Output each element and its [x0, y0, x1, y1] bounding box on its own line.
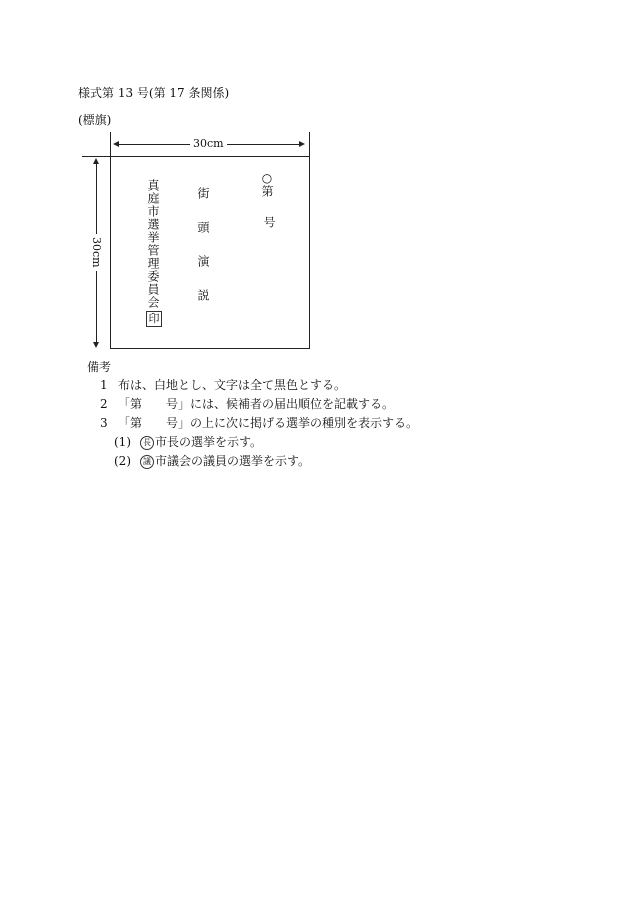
- note-number: 2: [100, 397, 108, 411]
- organization-name: 真庭市選挙管理委員会: [146, 179, 160, 309]
- mayor-circle-mark: 長: [140, 436, 154, 450]
- height-arrow-up: [93, 158, 99, 164]
- width-arrow-left: [113, 141, 119, 147]
- flag-left-edge: [110, 132, 111, 349]
- note-text: 布は、白地とし、文字は全て黒色とする。: [118, 378, 347, 392]
- note-number: 1: [100, 378, 108, 392]
- number-suffix: 号: [262, 216, 276, 228]
- note-text: 「第 号」の上に次に掲げる選挙の種別を表示する。: [118, 416, 419, 430]
- section-label: (標旗): [78, 113, 112, 127]
- number-prefix: ○第: [260, 171, 274, 197]
- height-label: 30cm: [90, 234, 102, 271]
- flag-right-edge: [309, 132, 310, 349]
- width-label: 30cm: [190, 138, 227, 150]
- notes-heading: 備考: [87, 360, 112, 374]
- main-text-street-speech: 街頭演説: [196, 187, 210, 323]
- width-arrow-right: [299, 141, 305, 147]
- subitem-row: [140, 454, 310, 469]
- council-circle-mark: 議: [140, 455, 154, 469]
- subitem-row: [140, 435, 262, 450]
- note-text: 「第 号」には、候補者の届出順位を記載する。: [118, 397, 395, 411]
- subitem-text: 市議会の議員の選挙を示す。: [155, 454, 311, 468]
- subitem-text: 市長の選挙を示す。: [155, 435, 263, 449]
- subitem-number: (2): [114, 454, 131, 468]
- subitem-number: (1): [114, 435, 131, 449]
- seal-mark: 印: [146, 311, 162, 327]
- flag-bottom-edge: [110, 348, 310, 349]
- form-title: 様式第 13 号(第 17 条関係): [78, 86, 230, 100]
- flag-top-edge: [82, 156, 310, 157]
- note-number: 3: [100, 416, 108, 430]
- height-arrow-down: [93, 342, 99, 348]
